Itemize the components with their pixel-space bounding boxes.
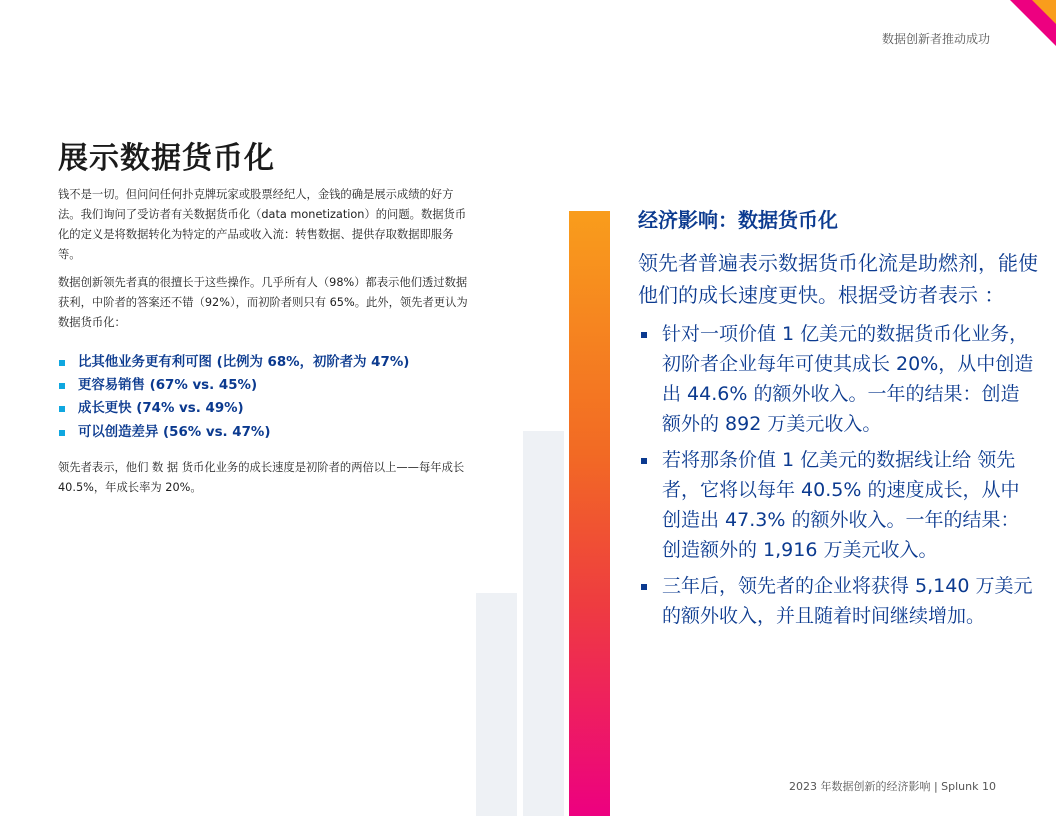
corner-accent — [1032, 0, 1056, 24]
list-item: 成长更快 (74% vs. 49%) — [58, 397, 470, 420]
page-title: 展示数据货币化 — [58, 141, 275, 176]
list-item: 可以创造差异 (56% vs. 47%) — [58, 421, 470, 444]
list-item: 比其他业务更有利可图 (比例为 68%，初阶者为 47%) — [58, 351, 470, 374]
bullet-square-icon — [641, 332, 647, 338]
leaders-paragraph: 数据创新领先者真的很擅长于这些操作。几乎所有人（98%）都表示他们透过数据获利，中阶者的答案还不错（92%），而初阶者则只有 65%。此外，领先者更认为数据货币化： — [58, 276, 468, 329]
decorative-bar-medium — [523, 431, 564, 816]
intro-paragraph: 钱不是一切。但问问任何扑克牌玩家或股票经纪人，金钱的确是展示成绩的好方法。我们询问了受访者有关数据货币化（data monetization）的问题。数据货币化的定义是将数据转化为特定的产品或收入流：转售数据、提供存取数据即服务等。 — [58, 188, 467, 261]
list-item: 三年后，领先者的企业将获得 5,140 万美元的额外收入，并且随着时间继续增加。 — [638, 571, 1038, 631]
list-item: 若将那条价值 1 亿美元的数据线让给 领先者，它将以每年 40.5% 的速度成长，从中创造出 47.3% 的额外收入。一年的结果：创造额外的 1,916 万美元收入。 — [638, 445, 1038, 565]
bullet-square-icon — [641, 584, 647, 590]
bullet-square-icon — [641, 458, 647, 464]
economic-impact-list — [638, 319, 1038, 631]
bullet-square-icon — [59, 360, 65, 366]
decorative-bar-gradient — [569, 211, 610, 816]
closing-paragraph: 领先者表示，他们 数 据 货币化业务的成长速度是初阶者的两倍以上——每年成长 40.5%，年成长率为 20%。 — [58, 460, 465, 494]
bullet-square-icon — [59, 383, 65, 389]
left-column — [58, 133, 470, 506]
economic-impact-heading: 经济影响：数据货币化 — [638, 208, 838, 232]
bullet-square-icon — [59, 430, 65, 436]
running-header: 数据创新者推动成功 — [881, 32, 990, 46]
decorative-bar-short — [476, 593, 517, 816]
leaders-bullet-list — [58, 351, 470, 444]
bullet-square-icon — [59, 406, 65, 412]
right-column — [638, 204, 1038, 637]
economic-impact-intro: 领先者普遍表示数据货币化流是助燃剂，能使他们的成长速度更快。根据受访者表示 ： — [638, 251, 1038, 307]
list-item: 更容易销售 (67% vs. 45%) — [58, 374, 470, 397]
list-item: 针对一项价值 1 亿美元的数据货币化业务，初阶者企业每年可使其成长 20%，从中创造出 44.6% 的额外收入。一年的结果：创造额外的 892 万美元收入。 — [638, 319, 1038, 439]
page-footer: 2023 年数据创新的经济影响 | Splunk 10 — [788, 780, 996, 793]
